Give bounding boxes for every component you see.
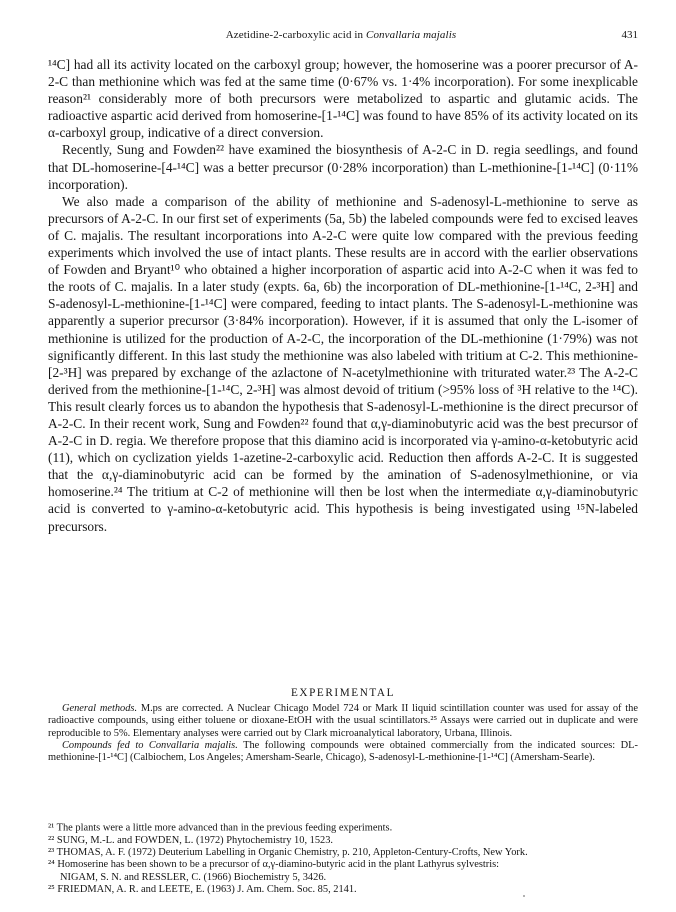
footnote-number: ²⁵ [48, 883, 55, 895]
general-methods-label: General methods. [62, 703, 138, 714]
footnote-continuation: NIGAM, S. N. and RESSLER, C. (1966) Biochemistry 5, 3426. [60, 871, 327, 883]
footnote-text: THOMAS, A. F. (1972) Deuterium Labelling in Organic Chemistry, p. 210, Appleton-Century-Crofts, New York. [54, 847, 528, 859]
running-title-species: Convallaria majalis [366, 29, 457, 41]
footnote-24 [48, 859, 638, 884]
footnote-23 [48, 847, 638, 859]
footnote-text: FRIEDMAN, A. R. and LEETE, E. (1963) J. Am. Chem. Soc. 85, 2141. [54, 883, 357, 895]
compounds-fed-label: Compounds fed to Convallaria majalis. [62, 739, 238, 751]
scan-speck [523, 895, 525, 897]
general-methods-paragraph [48, 703, 638, 740]
compounds-fed-text: The following compounds were obtained commercially from the indicated sources: DL-methionine-[1-¹⁴C] (Calbiochem, Los Angeles; Amersham-Searle, Chicago), S-adenosyl-L-methionine-[1-¹⁴C] (Amersham-Searle). [48, 739, 638, 764]
body-paragraph-3: We also made a comparison of the ability of methionine and S-adenosyl-L-methionine to serve as precursors of A-2-C. In our first set of experiments (5a, 5b) the labeled compounds were fed to excised leaves of C. majalis. The resultant incorporations into A-2-C were quite low compared with the previous feeding experiments which involved the use of intact plants. These results are in accord with the earlier observations of Fowden and Bryant¹⁰ who obtained a higher incorporation of aspartic acid into A-2-C when it was fed to the roots of C. majalis. In a later study (expts. 6a, 6b) the incorporation of DL-methionine-[1-¹⁴C, 2-³H] and S-adenosyl-L-methionine-[1-¹⁴C] were compared, feeding to intact plants. The S-adenosyl-L-methionine was apparently a superior precursor (3·84% incorporation). However, if it is assumed that only the L-isomer of methionine is utilized for the production of A-2-C, the incorporation of the DL-methionine (1·79%) was not significantly different. In this last study the methionine was also labeled with tritium at C-2. This methionine-[2-³H] was prepared by exchange of the azlactone of N-acetylmethionine with triturated water.²³ The A-2-C derived from the methionine-[1-¹⁴C, 2-³H] was almost devoid of tritium (>95% loss of ³H relative to the ¹⁴C). This result clearly forces us to abandon the hypothesis that S-adenosyl-L-methionine is the direct precursor of A-2-C. In their recent work, Sung and Fowden²² found that α,γ-diaminobutyric acid was the best precursor of A-2-C in D. regia. We therefore propose that this diamino acid is incorporated via γ-amino-α-ketobutyric acid (11), which on cyclization yields 1-azetine-2-carboxylic acid. Reduction then affords A-2-C. It is suggested that the α,γ-diaminobutyric acid can be formed by the amination of S-adenosylmethionine, or via homoserine.²⁴ The tritium at C-2 of methionine will then be lost when the intermediate α,γ-diaminobutyric acid is converted to γ-amino-α-ketobutyric acid. This hypothesis is being investigated using ¹⁵N-labeled precursors. [48, 193, 638, 534]
article-body [48, 56, 638, 535]
experimental-heading: EXPERIMENTAL [290, 687, 396, 699]
experimental-section [48, 703, 638, 764]
footnote-text: Homoserine has been shown to be a precursor of α,γ-diamino-butyric acid in the plant Lathyrus sylvestris: [54, 859, 500, 871]
running-header [44, 29, 638, 45]
footnote-number: ²² [48, 834, 55, 846]
footnote-25 [48, 884, 638, 896]
compounds-fed-paragraph [48, 740, 638, 765]
running-title-prefix: Azetidine-2-carboxylic acid in [225, 29, 367, 41]
footnote-text: The plants were a little more advanced than in the previous feeding experiments. [54, 822, 393, 834]
general-methods-text: M.ps are corrected. A Nuclear Chicago Model 724 or Mark II liquid scintillation counter was used for assay of the radioactive compounds, using either toluene or dioxane-EtOH with the usual scintillators.²⁵ Assays were carried out in duplicate and were reproducible to 5%. Elementary analyses were carried out by Clark microanalytical laboratory, Urbana, Illinois. [48, 703, 638, 739]
footnote-text: SUNG, M.-L. and FOWDEN, L. (1972) Phytochemistry 10, 1523. [54, 834, 334, 846]
footnote-number: ²³ [48, 847, 55, 859]
body-paragraph-2: Recently, Sung and Fowden²² have examined the biosynthesis of A-2-C in D. regia seedlings, and found that DL-homoserine-[4-¹⁴C] was a better precursor (0·28% incorporation) than L-methionine-[1-¹⁴C] (0·11% incorporation). [48, 142, 638, 192]
footnote-number: ²¹ [48, 822, 55, 834]
page-number: 431 [621, 29, 638, 41]
footnote-number: ²⁴ [48, 859, 55, 871]
running-title [44, 29, 638, 41]
body-paragraph-1: ¹⁴C] had all its activity located on the carboxyl group; however, the homoserine was a poorer precursor of A-2-C than methionine which was fed at the same time (0·67% vs. 1·4% incorporation). For some inexplicable reason²¹ considerably more of both precursors were metabolized to aspartic and glutamic acids. The radioactive aspartic acid derived from homoserine-[1-¹⁴C] was found to have 85% of its activity located on its α-carboxyl group, indicative of a direct conversion. [48, 57, 638, 141]
footnote-21 [48, 817, 638, 835]
footnotes [48, 817, 638, 896]
footnote-22 [48, 835, 638, 847]
